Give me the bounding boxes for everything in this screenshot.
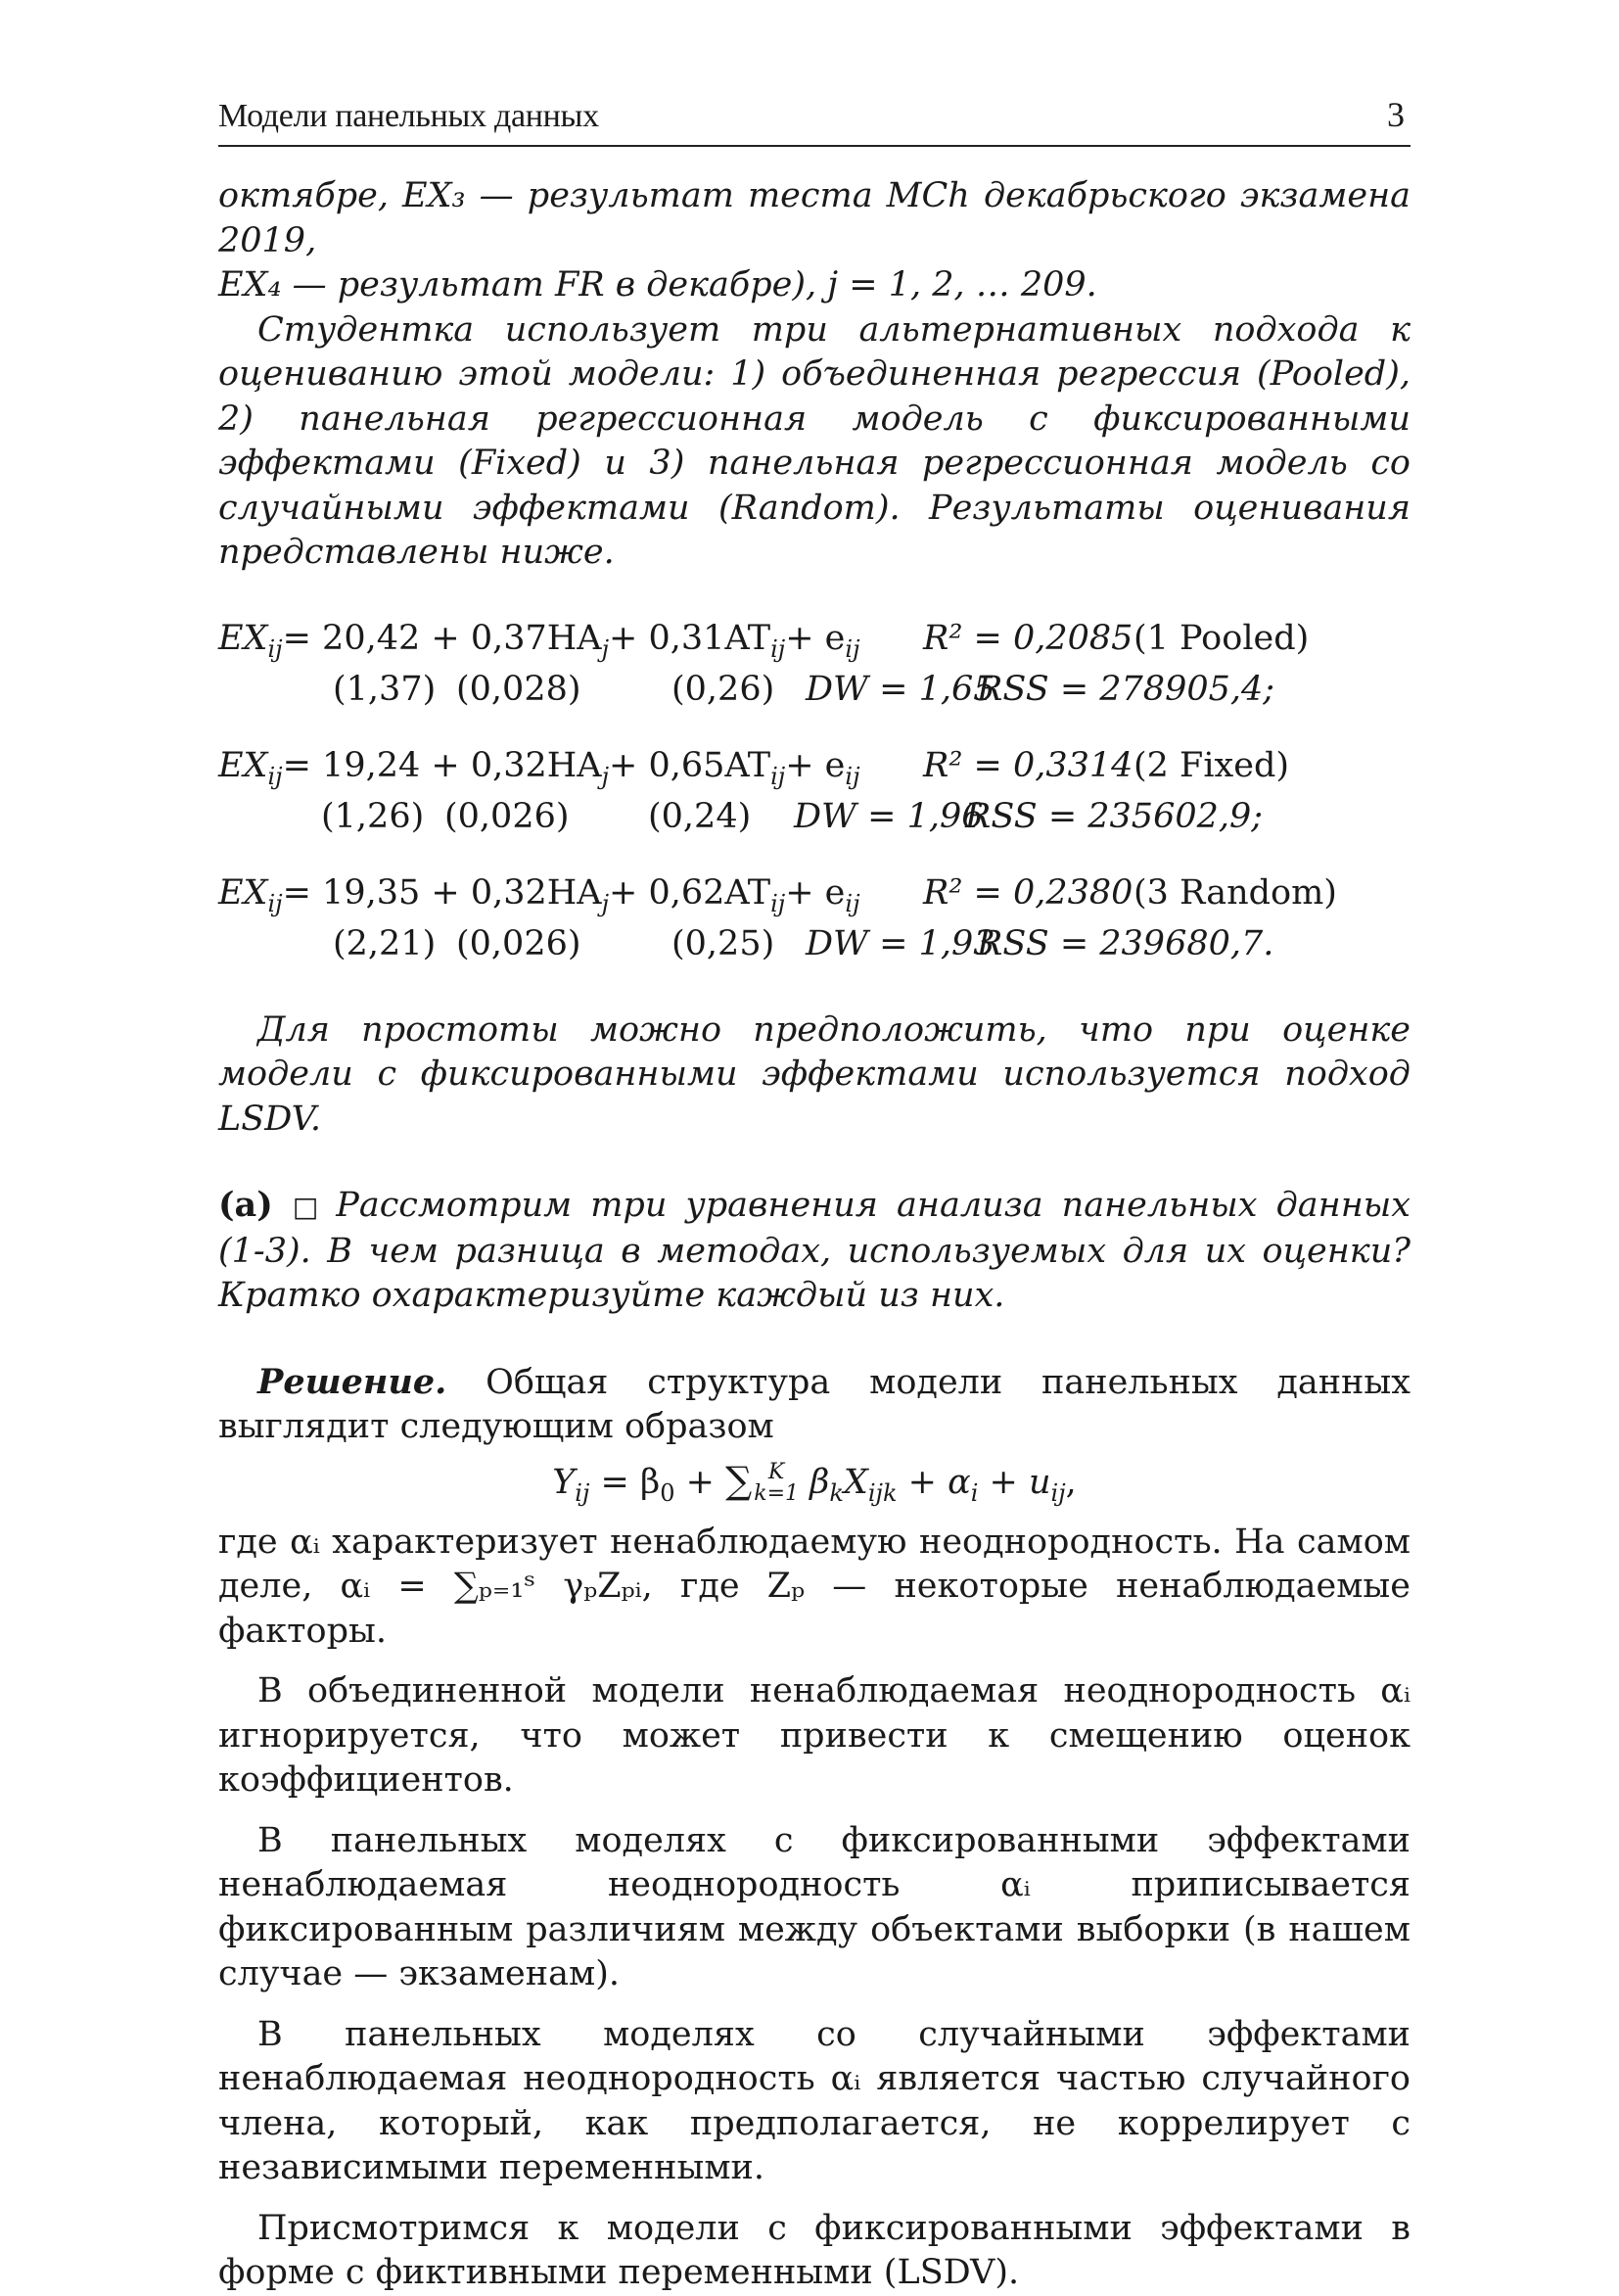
formula-end: , — [1065, 1462, 1077, 1502]
equation-rhs2: + 0,62AT — [609, 872, 771, 913]
standard-error: (0,24) — [648, 796, 752, 836]
solution-paragraph-1: где αᵢ характеризует ненаблюдаемую неоднородность. На самом деле, αᵢ = ∑ₚ₌₁ˢ γₚZₚᵢ, где Zₚ — некоторые ненаблюдаемые факторы. — [218, 1522, 1411, 1651]
standard-error: (0,026) — [456, 923, 581, 963]
standard-error: (1,37) — [333, 669, 437, 709]
equation-expression — [218, 740, 860, 791]
residual-sum-of-squares: RSS = 239680,7. — [977, 923, 1274, 963]
formula-sum: ∑ — [725, 1458, 753, 1502]
equation-3 — [218, 867, 1411, 969]
equation-rhs3: + e — [785, 745, 846, 785]
regression-equations — [218, 613, 1411, 969]
formula-alpha-sub: i — [970, 1478, 979, 1507]
formula-sum-limits — [754, 1462, 799, 1505]
equation-lhs-sub: ij — [267, 762, 283, 790]
standard-error: (1,26) — [321, 796, 425, 836]
equation-rhs: = 19,24 + 0,32HA — [282, 745, 602, 785]
equation-1 — [218, 613, 1411, 715]
formula-alpha: + α — [897, 1462, 971, 1502]
solution-lead-text: Общая структура модели панельных данных выглядит следующим образом — [218, 1362, 1411, 1446]
formula-beta-k: β — [810, 1462, 830, 1502]
panel-model-formula — [218, 1456, 1411, 1507]
solution-lead — [218, 1360, 1411, 1450]
formula-eq: = β — [589, 1462, 661, 1502]
equation-rhs2-sub: ij — [770, 762, 786, 790]
standard-error: (0,028) — [456, 669, 581, 709]
equation-rhs3: + e — [785, 618, 846, 658]
equation-expression — [218, 867, 860, 918]
solution-label: Решение. — [257, 1361, 447, 1402]
equation-2 — [218, 740, 1411, 842]
equation-r-squared: R² = 0,2380 — [923, 872, 1133, 913]
running-header — [218, 94, 1411, 147]
solution-paragraph-5: Присмотримся к модели с фиксированными эффектами в форме с фиктивными переменными (LSDV). — [218, 2208, 1411, 2292]
formula-beta-k-sub: k — [829, 1478, 844, 1507]
standard-error: (2,21) — [333, 923, 437, 963]
equation-lhs: EX — [218, 745, 268, 785]
equation-rhs-sub: j — [601, 634, 610, 663]
assumption-note: Для простоты можно предположить, что при оценке модели с фиксированными эффектами используется подход LSDV. — [218, 1009, 1411, 1139]
equation-main-row — [218, 613, 1411, 664]
formula-x: X — [843, 1462, 868, 1502]
equation-rhs3-sub: ij — [845, 889, 860, 917]
equation-tag: (3 Random) — [1133, 872, 1337, 913]
formula-sum-sup: K — [767, 1460, 785, 1484]
formula-u: + u — [978, 1462, 1051, 1502]
question-text: Рассмотрим три уравнения анализа панельных данных (1-3). В чем разница в методах, используемых для их оценки? Кратко охарактеризуйте каждый из них. — [218, 1186, 1411, 1315]
equation-lhs-sub: ij — [267, 889, 283, 917]
page-number: 3 — [1387, 95, 1405, 134]
question-label: (a) — [218, 1185, 273, 1225]
equation-r-squared: R² = 0,2085 — [923, 618, 1133, 658]
residual-sum-of-squares: RSS = 278905,4; — [977, 669, 1275, 709]
equation-lhs: EX — [218, 618, 268, 658]
solution-paragraph-4: В панельных моделях со случайными эффектами ненаблюдаемая неоднородность αᵢ является частью случайного члена, который, как предполагается, не коррелирует с независимыми переменными. — [218, 2014, 1411, 2187]
solution-paragraph-2: В объединенной модели ненаблюдаемая неоднородность αᵢ игнорируется, что может привести к смещению оценок коэффициентов. — [218, 1671, 1411, 1800]
equation-rhs3-sub: ij — [845, 634, 860, 663]
equation-stats-row — [218, 664, 1411, 715]
equation-expression — [218, 613, 860, 664]
checkbox-icon[interactable]: □ — [292, 1191, 319, 1223]
equation-rhs: = 20,42 + 0,37HA — [282, 618, 602, 658]
equation-stats-row — [218, 791, 1411, 842]
equation-stats-row — [218, 918, 1411, 969]
equation-rhs3: + e — [785, 872, 846, 913]
equation-rhs-sub: j — [601, 762, 610, 790]
page-content — [218, 94, 1411, 2296]
formula-beta-sub: 0 — [660, 1478, 675, 1507]
equation-rhs2: + 0,65AT — [609, 745, 771, 785]
residual-sum-of-squares: RSS = 235602,9; — [965, 796, 1264, 836]
solution-paragraph-3: В панельных моделях с фиксированными эффектами ненаблюдаемая неоднородность αᵢ приписывается фиксированным различиям между объектами выборки (в нашем случае — экзаменам). — [218, 1820, 1411, 1993]
equation-rhs2: + 0,31AT — [609, 618, 771, 658]
equation-rhs2-sub: ij — [770, 889, 786, 917]
problem-intro: Студентка использует три альтернативных подхода к оцениванию этой модели: 1) объединенная регрессия (Pooled), 2) панельная регрессионная модель с фиксированными эффектами (Fixed) и 3) панельная регрессионная модель со случайными эффектами (Random). Результаты оценивания представлены ниже. — [218, 309, 1411, 572]
equation-rhs3-sub: ij — [845, 762, 860, 790]
durbin-watson: DW = 1,65 — [806, 669, 995, 709]
formula-lhs: Y — [552, 1462, 576, 1502]
formula-lhs-sub: ij — [575, 1478, 590, 1507]
durbin-watson: DW = 1,93 — [806, 923, 995, 963]
equation-r-squared: R² = 0,3314 — [923, 745, 1133, 785]
question-a — [218, 1183, 1411, 1319]
standard-error: (0,026) — [444, 796, 570, 836]
equation-main-row — [218, 867, 1411, 918]
formula-x-sub: ijk — [867, 1478, 898, 1507]
running-title: Модели панельных данных — [218, 98, 599, 134]
standard-error: (0,26) — [671, 669, 775, 709]
standard-error: (0,25) — [671, 923, 775, 963]
equation-main-row — [218, 740, 1411, 791]
equation-rhs-sub: j — [601, 889, 610, 917]
equation-lhs-sub: ij — [267, 634, 283, 663]
formula-sum-sub: k=1 — [754, 1481, 799, 1506]
equation-lhs: EX — [218, 872, 268, 913]
equation-rhs: = 19,35 + 0,32HA — [282, 872, 602, 913]
formula-plus: + — [674, 1462, 726, 1502]
durbin-watson: DW = 1,96 — [794, 796, 984, 836]
formula-u-sub: ij — [1050, 1478, 1066, 1507]
equation-tag: (2 Fixed) — [1133, 745, 1290, 785]
equation-tag: (1 Pooled) — [1133, 618, 1310, 658]
equation-rhs2-sub: ij — [770, 634, 786, 663]
problem-continuation-line-1: октябре, EX₃ — результат теста MCh декабрьского экзамена 2019, — [218, 176, 1411, 260]
problem-continuation-line-2: EX₄ — результат FR в декабре), j = 1, 2, … 209. — [218, 265, 1097, 305]
